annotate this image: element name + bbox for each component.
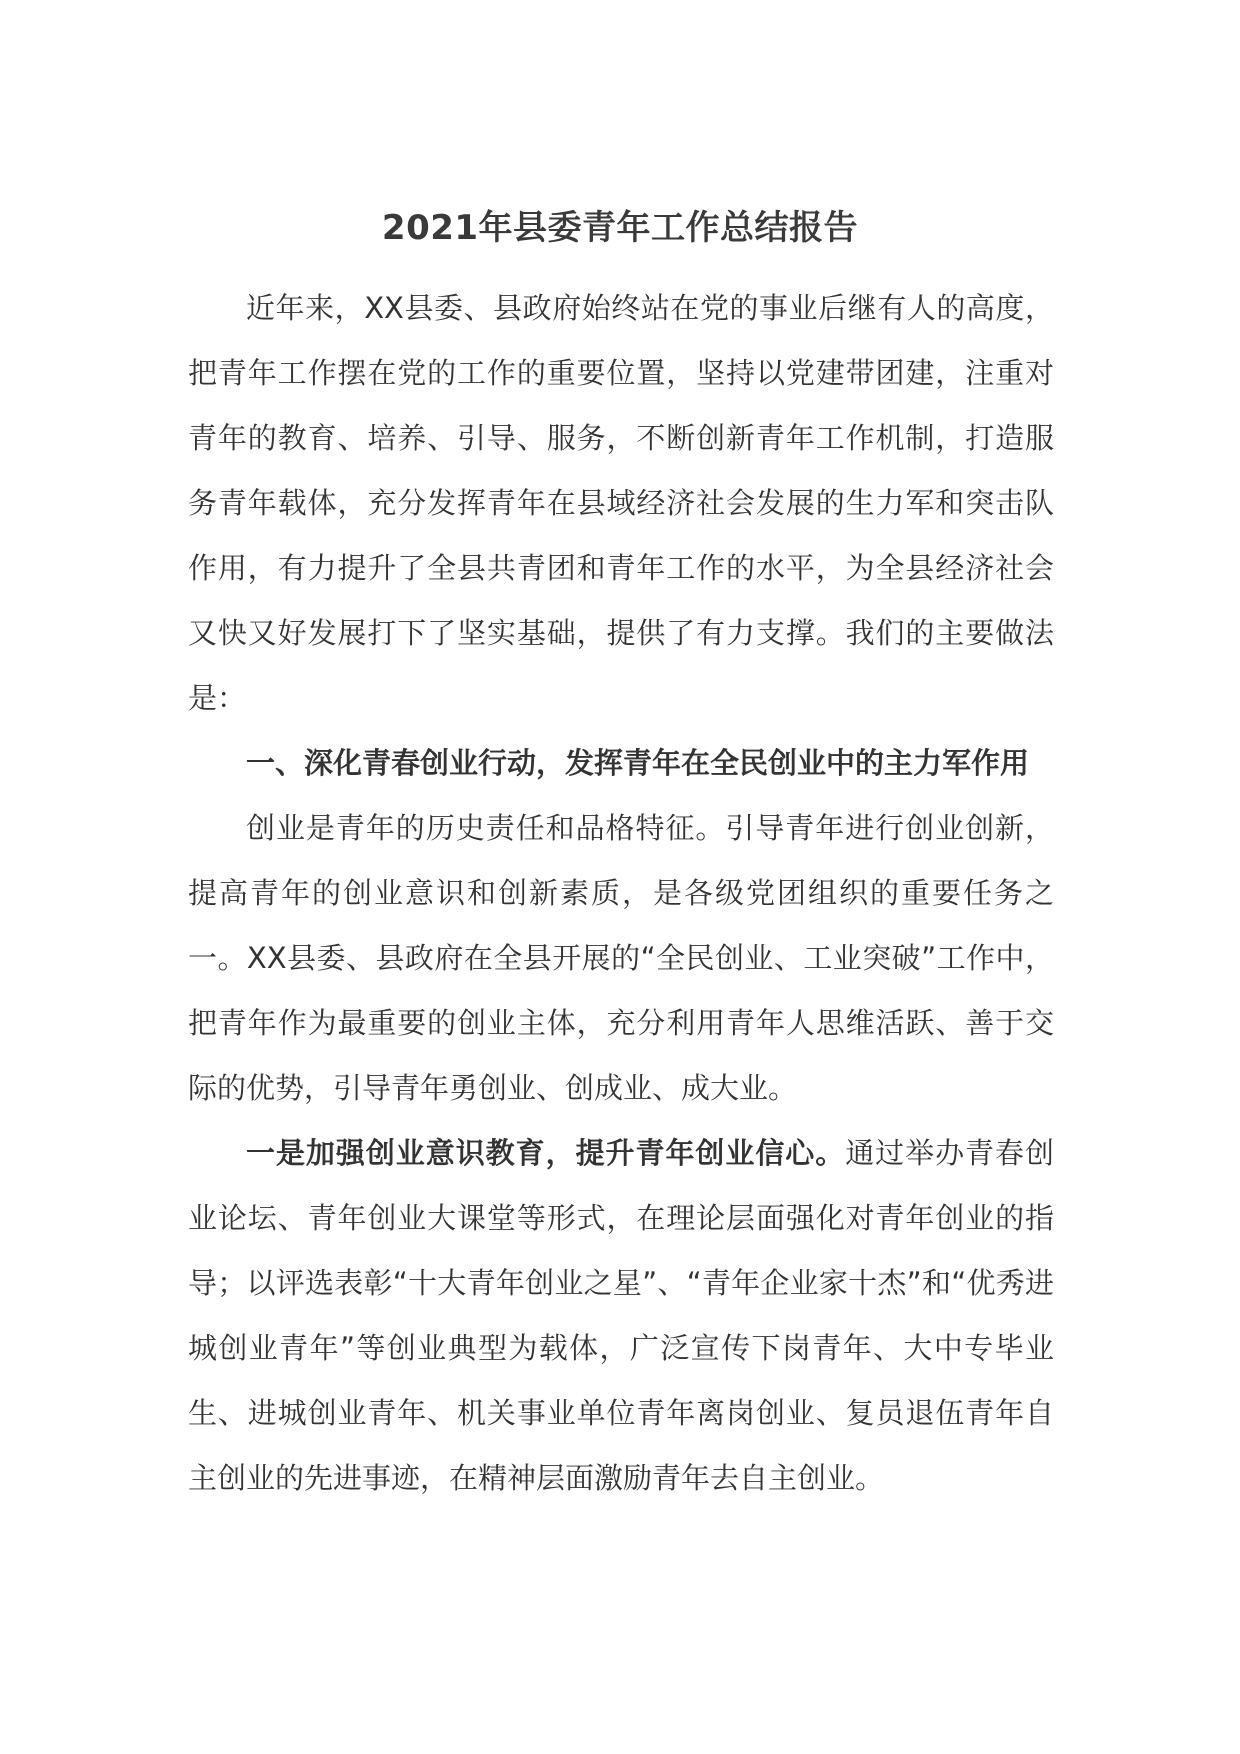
paragraph-entrepreneurship xyxy=(188,796,1054,1121)
paragraph-text: 创业是青年的历史责任和品格特征。引导青年进行创业创新，提高青年的创业意识和创新素质，是各级党团组织的重要任务之一。XX县委、县政府在全县开展的“全民创业、工业突破”工作中，把青年作为最重要的创业主体，充分利用青年人思维活跃、善于交际的优势，引导青年勇创业、创成业、成大业。 xyxy=(188,811,1054,1105)
paragraph-text: 近年来，XX县委、县政府始终站在党的事业后继有人的高度，把青年工作摆在党的工作的重要位置，坚持以党建带团建，注重对青年的教育、培养、引导、服务，不断创新青年工作机制，打造服务青年载体，充分发挥青年在县域经济社会发展的生力军和突击队作用，有力提升了全县共青团和青年工作的水平，为全县经济社会又快又好发展打下了坚实基础，提供了有力支撑。我们的主要做法是： xyxy=(188,291,1054,715)
section-heading: 一、深化青春创业行动，发挥青年在全民创业中的主力军作用 xyxy=(246,746,1030,780)
paragraph-point-one xyxy=(188,1121,1054,1511)
paragraph-text: 通过举办青春创业论坛、青年创业大课堂等形式，在理论层面强化对青年创业的指导；以评选表彰“十大青年创业之星”、“青年企业家十杰”和“优秀进城创业青年”等创业典型为载体，广泛宣传下岗青年、大中专毕业生、进城创业青年、机关事业单位青年离岗创业、复员退伍青年自主创业的先进事迹，在精神层面激励青年去自主创业。 xyxy=(188,1136,1054,1495)
paragraph-intro xyxy=(188,276,1054,731)
document-body xyxy=(188,276,1054,1511)
document-title: 2021年县委青年工作总结报告 xyxy=(381,208,859,248)
paragraph-lead: 一是加强创业意识教育，提升青年创业信心。 xyxy=(246,1136,846,1170)
